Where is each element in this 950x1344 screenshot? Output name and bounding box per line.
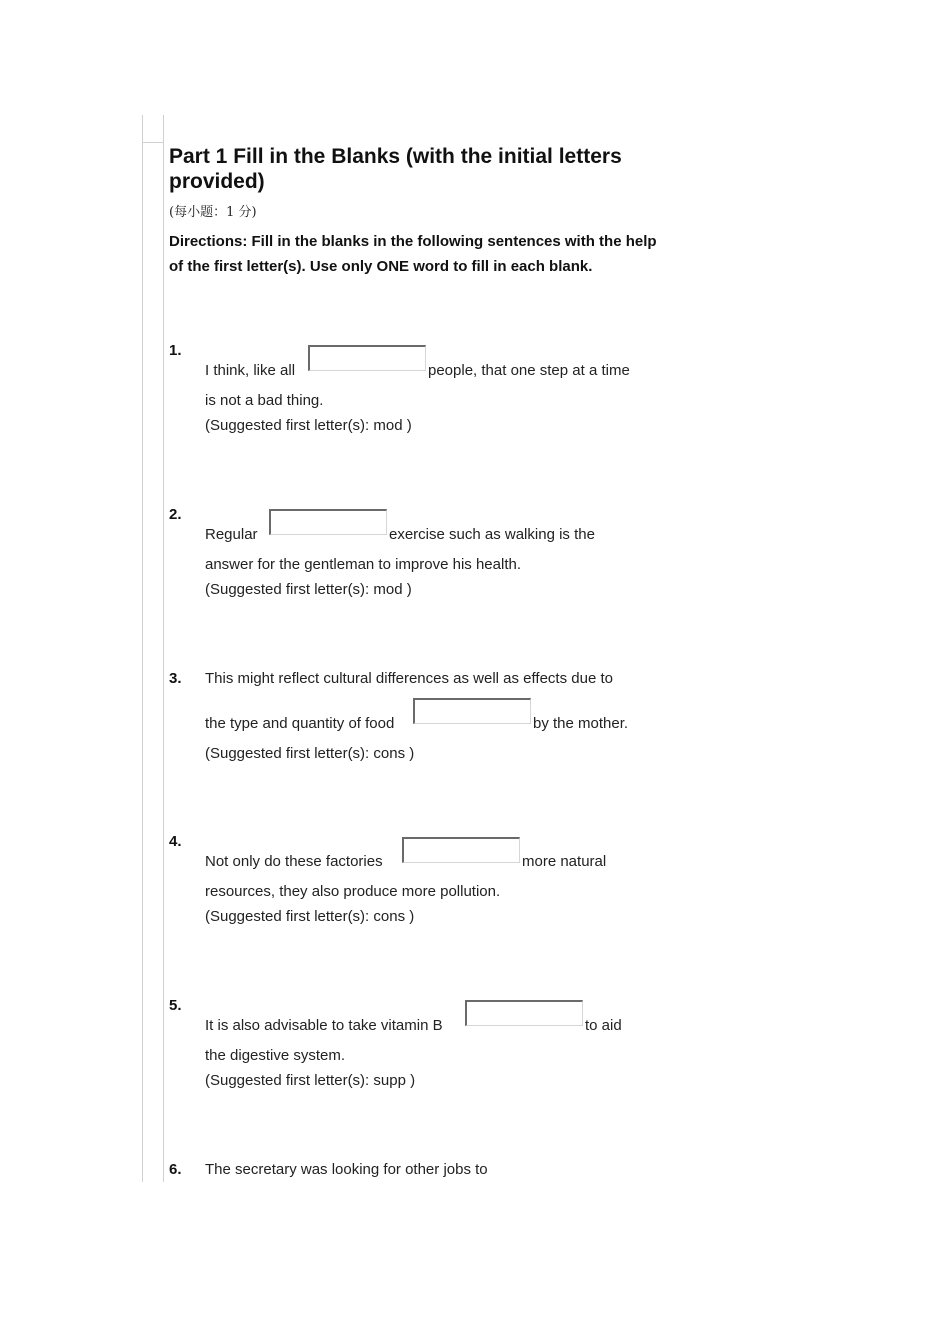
answer-input-1[interactable] (308, 345, 426, 371)
score-note: (每小题：1 分) (169, 205, 257, 220)
question-text-line1: The secretary was looking for other jobs to (205, 1161, 488, 1178)
question-number: 4. (169, 833, 182, 850)
question-number: 3. (169, 670, 182, 687)
question-text-line2: the digestive system. (205, 1047, 346, 1064)
directions-text: Directions: Fill in the blanks in the following sentences with the help of the first letter(s). Use only ONE word to fill in each blank. (169, 233, 657, 275)
question-text-after: more natural (522, 853, 607, 870)
hint-text: (Suggested first letter(s): cons ) (205, 745, 415, 762)
question-text-after: to aid (585, 1017, 622, 1034)
question-text-line2: is not a bad thing. (205, 392, 324, 409)
answer-input-2[interactable] (269, 509, 387, 535)
question-number: 5. (169, 997, 182, 1014)
question-text-line2: answer for the gentleman to improve his health. (205, 556, 522, 573)
hint-text: (Suggested first letter(s): mod ) (205, 581, 412, 598)
answer-input-4[interactable] (402, 837, 520, 863)
question-text-after: people, that one step at a time (428, 362, 630, 379)
question-text-after: exercise such as walking is the (389, 526, 595, 543)
question-text-before: the type and quantity of food (205, 715, 395, 732)
question-text-before: Regular (205, 526, 258, 543)
question-number: 6. (169, 1161, 182, 1178)
hint-text: (Suggested first letter(s): supp ) (205, 1072, 416, 1089)
section-title: Part 1 Fill in the Blanks (with the initial letters provided) (169, 145, 622, 193)
question-text-before: Not only do these factories (205, 853, 383, 870)
answer-input-5[interactable] (465, 1000, 583, 1026)
question-text-line1: This might reflect cultural differences as well as effects due to (205, 670, 613, 687)
question-text-before: I think, like all (205, 362, 296, 379)
header-divider (142, 142, 164, 143)
hint-text: (Suggested first letter(s): mod ) (205, 417, 412, 434)
question-number: 1. (169, 342, 182, 359)
left-border (142, 115, 143, 1182)
answer-input-3[interactable] (413, 698, 531, 724)
question-number: 2. (169, 506, 182, 523)
hint-text: (Suggested first letter(s): cons ) (205, 908, 415, 925)
question-text-line2: resources, they also produce more pollution. (205, 883, 501, 900)
question-text-after: by the mother. (533, 715, 629, 732)
question-text-before: It is also advisable to take vitamin B (205, 1017, 443, 1034)
content-border (163, 115, 164, 1182)
